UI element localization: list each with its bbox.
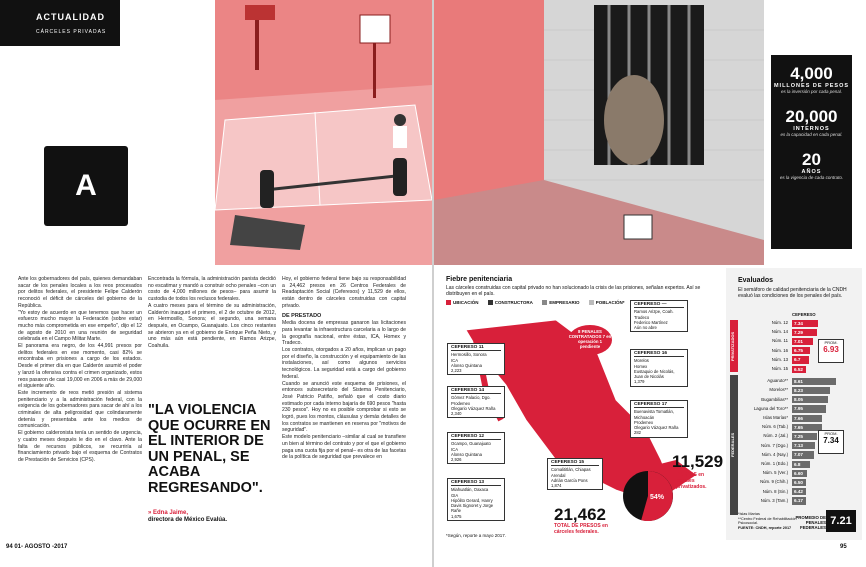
- paragraph: A cuatro meses para el término de su administración, Calderón inauguró el primero, el 2 de octubre de 2012, en Hermosillo, Sonora; el segundo, una semana después, en Ocampo, Guanajuato. Los cinco restantes se abrieron ya en el gobierno de Enrique Peña Nieto, y uno más aún está pendiente, en Ramos Arizpe, Coahuila.: [148, 302, 276, 350]
- row-name: Núm. 13: [771, 356, 788, 362]
- stat-number: 20,000: [785, 107, 838, 126]
- score-bar: 7.95: [792, 405, 826, 412]
- paragraph: Este modelo penitenciario –similar al cual se transfiere un bien al término del contrato y por el que el gobierno paga una cuota fija por el penal– es otra de las facetas de la política de seguridad que prevalece en: [282, 434, 406, 461]
- semaforo-row: [738, 488, 818, 496]
- legend-item: POBLACIÓN*: [589, 300, 625, 305]
- overall-average: 7.21: [826, 510, 856, 532]
- semaforo-row: [738, 356, 818, 364]
- total-inmates-number: 21,462: [554, 505, 606, 524]
- prison-box: CEFERESO 15 Comalititlán, Chiapas Arendal Adrián García Pons 1,874: [547, 458, 603, 490]
- score-bar: 6.50: [792, 479, 806, 486]
- paragraph: Encontrada la fórmula, la administración panista decidió no escatimar y mandó a construir ocho penales –con un costo de 4,000 millones de pesos– para asumir la custodia de todos los reclusos federales.: [148, 276, 276, 303]
- row-name: Núm. 7 (Dgo.): [761, 442, 788, 448]
- semaforo-row: [738, 347, 818, 355]
- semaforo-description: El semáforo de calidad penitenciaria de la CNDH evaluó las condiciones de los penales del país.: [738, 287, 847, 299]
- semaforo-row: [738, 460, 818, 468]
- row-name: Núm. 11: [772, 338, 788, 344]
- score-bar: 6.8: [792, 461, 810, 468]
- map-footnote: *Según, reporte a mayo 2017.: [446, 533, 507, 538]
- score-bar: 7.34: [792, 320, 818, 327]
- average-label: PROM.: [824, 431, 838, 436]
- stat-desc: es la vigencia de cada contrato.: [779, 175, 844, 180]
- row-name: Núm. 3 (Tam.): [760, 497, 788, 503]
- semaforo-row: [738, 365, 818, 373]
- privatized-average-box: [818, 339, 844, 363]
- semaforo-column-head: CEFERESO: [792, 312, 816, 317]
- semaforo-row: [738, 319, 818, 327]
- score-bar: 6.60: [792, 470, 807, 477]
- semaforo-notes: *Islas Marías **Centro Federal de Rehabilitación Psicosocial. FUENTE: CNDH, reporte 2017: [738, 512, 797, 530]
- section-name: ACTUALIDAD: [36, 12, 105, 22]
- privatized-average: 6.93: [823, 345, 839, 354]
- paragraph: "Yo estoy de acuerdo en que tenemos que hacer un esfuerzo mucho mayor la Federación (sobre estar) mucho más comprometida en ese empeño", dijo el 12 de agosto de 2010 en una reunión de seguridad celebrada en el Campo Militar Marte.: [18, 309, 142, 343]
- semaforo-row: [738, 423, 818, 431]
- row-name: Laguna del Toro**: [753, 405, 788, 411]
- score-bar: 8.23: [792, 387, 830, 394]
- paragraph: El panorama era negro, de los 44,991 presos por delitos federales en ese momento, casi 82% se encontraba en prisiones a cargo de los estados. Desde el primer día en que Calderón asumió el poder y lanzó la ofensiva contra el crimen organizado, estos reos pasaron de casi 19,000 en 2006 a más de 29,000 el siguiente año.: [18, 343, 142, 390]
- quote-author: » Edna Jaime,: [148, 510, 189, 516]
- prison-yard-illustration: [215, 0, 432, 265]
- row-name: Núm. 5 (Ver.): [762, 470, 788, 476]
- pull-quote: "LA VIOLENCIA QUE OCURRE EN EL INTERIOR DE UN PENAL, SE ACABA REGRESANDO".: [148, 402, 271, 496]
- quote-role: directora de México Evalúa.: [148, 517, 228, 523]
- prison-box: CEFERESO 13 Miahuatlán, Oaxaca GIA Hipólito Gerard, Hanry Davis Signoret y Jorge Rañe 1,675: [447, 478, 505, 521]
- stats-panel: [771, 55, 852, 249]
- row-name: Núm. 2 (Jal.): [763, 433, 788, 439]
- federal-average: 7.34: [823, 436, 839, 445]
- semaforo-title: Evaluados: [738, 277, 774, 284]
- row-name: Núm. 16: [771, 347, 788, 353]
- score-bar: 7.01: [792, 338, 813, 345]
- stat-desc: es la inversión por cada penal.: [780, 89, 843, 94]
- score-bar: 6.42: [792, 488, 806, 495]
- semaforo-row: [738, 469, 818, 477]
- prison-box: CEFERESO 17 Buenavista Tomatlán, Michoacán Prodemex Olegario Vázquez Raña 282: [630, 400, 688, 438]
- score-bar: 7.25: [792, 433, 817, 440]
- semaforo-row: [738, 337, 818, 345]
- semaforo-row: [738, 328, 818, 336]
- inmates-pie-chart: [622, 470, 674, 522]
- score-bar: 6.75: [792, 347, 810, 354]
- row-name: Aguaruto**: [767, 378, 788, 384]
- article-column-2: [148, 276, 276, 396]
- prison-box: CEFERESO 12 Ocampo, Guanajuato ICA Alonso Quintana 2,926: [447, 432, 505, 464]
- row-name: Núm. 9 (Chih.): [760, 479, 788, 485]
- row-name: Núm. 4 (Nay.): [761, 451, 788, 457]
- stat-unit: INTERNOS: [793, 126, 830, 132]
- score-bar: 7.07: [792, 451, 814, 458]
- row-name: Núm. 8 (Sin.): [762, 488, 788, 494]
- score-bar: 8.61: [792, 378, 836, 385]
- paragraph: El gobierno calderonista tenía un sentido de urgencia, y cuatro meses después le dio en el clavo. Ante la falta de recursos públicos, se recurriría al financiamiento privado bajo el esquema de Contratos de Prestación de Servicios (CPS).: [18, 430, 142, 463]
- score-bar: 6.52: [792, 366, 806, 373]
- row-name: Morelos**: [769, 387, 788, 393]
- map-description: Las cárceles construidas con capital privado no han solucionado la crisis de las prisiones, señalan expertos. Así se distribuyen en el país.: [446, 285, 701, 297]
- federal-group-label: FEDERALES: [730, 375, 738, 515]
- inmates-escape-illustration: [434, 0, 764, 265]
- legend-item: EMPRESARIO: [542, 300, 579, 305]
- page-footer-left: 94 01- AGOSTO -2017: [6, 544, 68, 550]
- stat-number: 4,000: [790, 64, 833, 83]
- semaforo-row: [738, 405, 818, 413]
- stat-number: 20: [802, 150, 821, 169]
- overall-average-label: PROMEDIO DE PENALES FEDERALES: [795, 515, 826, 530]
- row-name: Núm. 14: [771, 329, 788, 335]
- score-bar: 7.66: [792, 415, 822, 422]
- semaforo-row: [738, 396, 818, 404]
- page-footer-right: 95: [840, 544, 847, 550]
- score-bar: 6.17: [792, 497, 806, 504]
- subheading: DE PRESTADO: [282, 312, 322, 319]
- prison-box: CEFERESO 14 Gómez Palacio, Dgo. Prodemex Olegario Vázquez Raña 2,340: [447, 386, 505, 418]
- paragraph: Hoy, el gobierno federal tiene bajo su responsabilidad a 24,462 presos en 26 Centros Federales de Readaptación Social (Ceferesos) y 11,529 de ellos, están dentro de cárceles construidas con capital privado.: [282, 276, 406, 309]
- paragraph: Media docena de empresas ganaron las licitaciones para levantar la infraestructura carcelaria a lo largo de la geografía nacional, entre éstas, ICA, Homex y Tradeco.: [282, 320, 406, 347]
- paragraph: Ante los gobernadores del país, quienes demandaban sacar de los penales locales a los reos procesados por delitos federales, el presidente Felipe Calderón reconoció el déficit de cárceles del gobierno de la República.: [18, 276, 142, 309]
- stat-unit: AÑOS: [801, 169, 822, 175]
- paragraph: Los contratos, otorgados a 20 años, implican un pago por el diseño, la construcción y el equipamiento de las instalaciones, así como algunos servicios tecnológicos. La seguridad está a cargo del gobierno federal.: [282, 347, 406, 380]
- row-name: Bugambilias**: [761, 396, 788, 402]
- map-title: Fiebre penitenciaria: [446, 276, 513, 283]
- stat-unit: MILLONES DE PESOS: [773, 83, 850, 89]
- subsection-name: CÁRCELES PRIVADAS: [36, 29, 107, 35]
- semaforo-row: [738, 386, 818, 394]
- semaforo-row: [738, 497, 818, 505]
- private-inmates-label: PRESOS en penales privatizados.: [676, 472, 707, 490]
- score-bar: 7.13: [792, 442, 815, 449]
- semaforo-row: [738, 442, 818, 450]
- stat-desc: es la capacidad en cada penal.: [780, 132, 843, 137]
- score-bar: 7.65: [792, 424, 822, 431]
- federal-average-box: [818, 430, 844, 454]
- semaforo-row: [738, 478, 818, 486]
- private-inmates-number: 11,529: [672, 452, 724, 471]
- row-name: Núm. 12: [771, 320, 788, 325]
- section-tag: [0, 0, 120, 46]
- article-column-1: [18, 276, 142, 536]
- row-name: Núm. 15: [771, 366, 788, 371]
- total-inmates-label: TOTAL DE PRESOS en cárceles federales.: [554, 523, 608, 535]
- semaforo-row: [738, 414, 818, 422]
- legend-item: CONSTRUCTORA: [488, 300, 533, 305]
- average-label: PROM.: [824, 340, 838, 345]
- semaforo-row: [738, 377, 818, 385]
- paragraph: Cuando se anunció este esquema de prisiones, el entonces subsecretario del Sistema Penitenciario, José Patricio Patiño, señaló que el costo diario estimado por cada interno bajaría de 690 pesos "hasta 230 pesos". Hoy no es posible comprobar si esto se logró, pues los montos, cláusulas y demás detalles de los contratos se mantienen en reserva por "motivos de seguridad".: [282, 380, 406, 434]
- paragraph: Este incremento de reos metió presión al sistema penitenciario y a la administración federal, con la exigencia de los gobernadores para sacar de ahí a los criminales de alta peligrosidad que colindaramente detenía y presentaba ante los medios de comunicación.: [18, 389, 142, 430]
- quote-attribution: [148, 510, 268, 524]
- score-bar: 8.05: [792, 396, 828, 403]
- prison-box: CEFERESO 11 Hermosillo, Sonora ICA Alonso Quintana 2,223: [447, 343, 505, 375]
- privatized-group-label: PRIVATIZADOS: [730, 320, 738, 372]
- article-column-3: [282, 276, 406, 536]
- contracts-badge: 8 PENALES CONTRATADOS 7 en operación 1 pendiente: [568, 325, 612, 355]
- semaforo-row: [738, 432, 818, 440]
- semaforo-row: [738, 451, 818, 459]
- row-name: Núm. 6 (Tab.): [761, 424, 788, 430]
- legend-item: UBICACIÓN: [446, 300, 479, 305]
- row-name: Núm. 1 (Edo.): [761, 461, 788, 466]
- score-bar: 7.29: [792, 329, 817, 336]
- prison-box: CEFERESO — Ramos Arizpe, Coah. Tradeco Federico Martínez Aún no abre: [630, 300, 688, 332]
- prison-box: CEFERESO 16 Morelos Homex Eustaquio de Nicolás, Juan de Nicolás 1,379: [630, 349, 688, 387]
- pie-percent-label: 54%: [650, 494, 665, 501]
- drop-cap-letter: A: [75, 169, 97, 202]
- score-bar: 6.7: [792, 356, 809, 363]
- drop-cap-box: [44, 146, 128, 226]
- row-name: Islas Marías*: [763, 415, 788, 420]
